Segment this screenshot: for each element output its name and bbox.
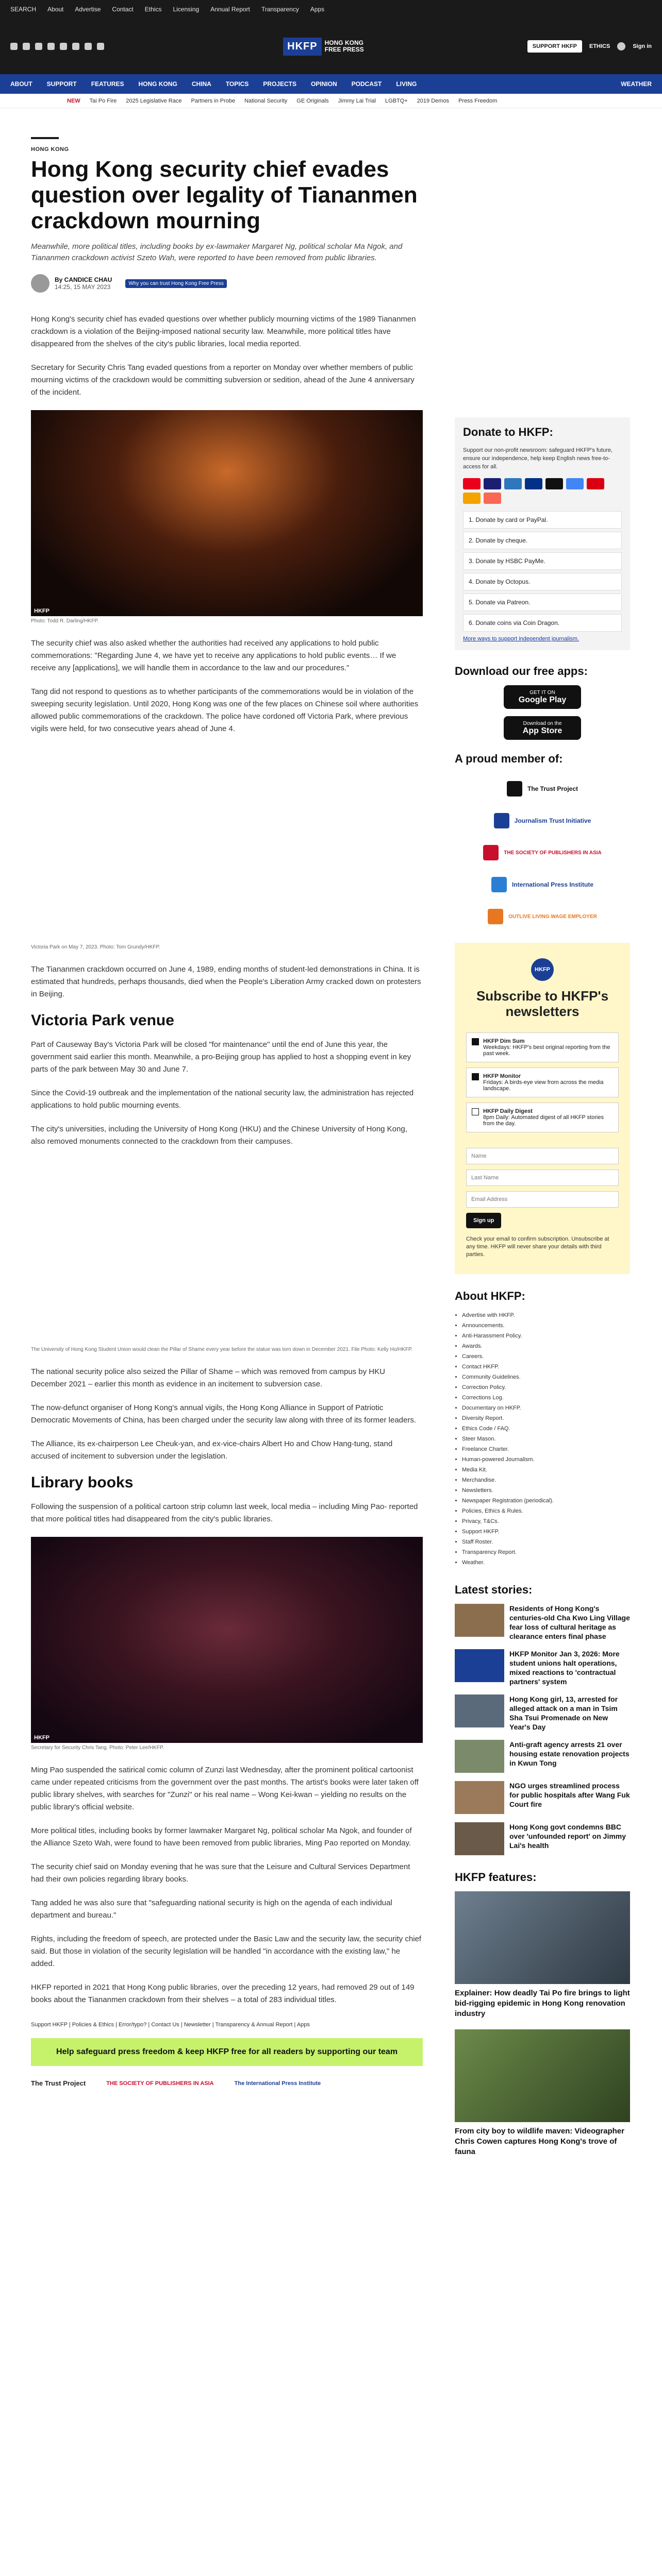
youtube-icon[interactable] [72,43,79,50]
top-link-advertise[interactable]: Advertise [75,6,101,13]
feature-story[interactable] [455,1891,630,2019]
byline [31,274,423,293]
about-item[interactable]: • Support HKFP. [462,1527,630,1537]
nl-desc: Fridays: A birds-eye view from across the media landscape. [483,1079,604,1092]
top-link-search[interactable]: SEARCH [10,6,37,13]
donate-intro[interactable]: Support our non-profit newsroom: safeguard HKFP's future, ensure our independence, help keep English news free-to-access for all. [463,447,613,470]
story-title[interactable]: Residents of Hong Kong's centuries-old Cha Kwo Ling Village fear loss of cultural heritage as clearance enters final phase [509,1604,630,1640]
more-ways-text[interactable]: More ways to support independent journalism. [463,636,580,642]
about-item[interactable]: • Steer Mason. [462,1434,630,1444]
threads-icon[interactable] [47,43,55,50]
subnav-item[interactable]: Tai Po Fire [89,97,117,104]
social-icons [10,43,104,50]
jti-icon [494,813,509,828]
about-item[interactable]: • Awards. [462,1341,630,1351]
subnav-item[interactable]: 2025 Legislative Race [126,97,182,104]
about-item[interactable]: • Diversity Report. [462,1413,630,1423]
top-links [10,6,652,13]
about-item[interactable]: • Policies, Ethics & Rules. [462,1506,630,1516]
feature-image [455,1891,630,1984]
byline-text [55,276,112,291]
nav-weather[interactable]: WEATHER [621,80,652,88]
new-badge: NEW [67,97,80,104]
nav-china[interactable]: CHINA [191,80,211,88]
vigil-photo [31,410,423,616]
app-store-big: App Store [522,726,562,735]
nav-projects[interactable]: PROJECTS [263,80,296,88]
paragraph: The security chief was also asked whether the authorities had received any applications to hold public commemorations: "Regarding June 4, we have yet to receive any applications to hold public events… If we receive any [applications], we will handle them in accordance to the law and our procedures." [31,639,396,672]
checkbox[interactable] [472,1073,479,1080]
about-item[interactable]: • Community Guidelines. [462,1372,630,1382]
paragraph: More political titles, including books by former lawmaker Margaret Ng, political scholar Ma Ngok, and founder of the Alliance Szeto Wah, were found to have been removed from public libraries, Ming Pao reported on Monday. [31,1826,412,1848]
app-store-badge[interactable] [504,716,581,740]
instagram-icon[interactable] [35,43,42,50]
nav-opinion[interactable]: OPINION [310,80,337,88]
mastercard-icon [463,478,481,489]
newsletter-box [455,943,630,1274]
nl-desc: Weekdays: HKFP's best original reporting from the past week. [483,1044,610,1057]
photo-credit: HKFP [34,608,49,614]
about-item[interactable]: • Ethics Code / FAQ. [462,1423,630,1434]
paragraph: Rights, including the freedom of speech, are protected under the Basic Law and the security law, the security chief said. But those in violation of the security legislation will be handled "in accordance with the existing law," he added. [31,1935,422,1968]
app-store-small: Download on the [523,720,562,726]
nl-desc: 8pm Daily: Automated digest of all HKFP stories from the day. [483,1114,604,1127]
google-play-badge[interactable] [504,685,581,709]
paragraph: The Tiananmen crackdown occurred on June 4, 1989, ending months of student-led demonstrations in China. It is estimated that hundreds, perhaps thousands, died when the People's Liberation Army cracked down on protesters in Beijing. [31,965,421,998]
member-ipi[interactable] [455,869,630,901]
nav-topics[interactable]: TOPICS [225,80,249,88]
about-item[interactable]: • Announcements. [462,1320,630,1331]
about-item[interactable]: • Anti-Harassment Policy. [462,1331,630,1341]
footer-links[interactable]: Support HKFP | Policies & Ethics | Error/typo? | Contact Us | Newsletter | Transparency & Annual Report | Apps [31,2022,310,2028]
member-living-wage[interactable] [455,901,630,933]
donate-box [455,417,630,650]
newsletter-option-daily-digest[interactable] [466,1103,619,1132]
nav-hong-kong[interactable]: HONG KONG [138,80,177,88]
about-item[interactable]: • Newspaper Registration (periodical). [462,1496,630,1506]
donate-option[interactable]: 3. Donate by HSBC PayMe. [463,552,622,570]
feature-story[interactable] [455,2029,630,2157]
author-avatar [31,274,49,293]
about-item[interactable]: • Advertise with HKFP. [462,1310,630,1320]
checkbox[interactable] [472,1038,479,1045]
sidebar [455,417,630,2167]
paragraph: Hong Kong's security chief has evaded questions over whether publicly mourning victims of the 1989 Tiananmen crackdown is a violation of the Beijing-imposed national security law. Meanwhile, more political titles have disappeared from the shelves of the city's public libraries, local media reported. [31,315,416,348]
paragraph: Since the Covid-19 outbreak and the implementation of the national security law, the administration has rejected applications to hold public mourning events. [31,1089,414,1110]
paypal-icon [525,478,542,489]
hkfp-badge-icon [531,958,554,981]
article-standfirst: Meanwhile, more political titles, including books by ex-lawmaker Margaret Ng, political scholar Ma Ngok, and Tiananmen crackdown activist Szeto Wah, were reported to have been removed from public libraries. [31,242,403,262]
about-item[interactable]: • Corrections Log. [462,1393,630,1403]
photo-caption: Secretary for Security Chris Tang. Photo: Peter Lee/HKFP. [31,1745,164,1751]
newsletter-option-dim-sum[interactable] [466,1032,619,1062]
paragraph: HKFP reported in 2021 that Hong Kong public libraries, over the preceding 12 years, had removed 29 out of 149 books about the Tiananmen crackdown from their shelves – a total of 283 individual titles. [31,1983,415,2004]
paragraph: Part of Causeway Bay's Victoria Park will be closed "for maintenance" until the end of June this year, the government said earlier this month. Meanwhile, a pro-Beijing group has applied to host a shopping event in key parts of the park between May 30 and June 7. [31,1040,411,1074]
story-thumbnail [455,1822,504,1855]
top-link-annual-report[interactable]: Annual Report [210,6,250,13]
latest-story[interactable] [455,1822,630,1855]
donate-option[interactable]: 2. Donate by cheque. [463,532,622,549]
donate-option[interactable]: 4. Donate by Octopus. [463,573,622,590]
member-label: OUTLIVE LIVING WAGE EMPLOYER [508,913,597,920]
payme-icon [587,478,604,489]
masthead [0,19,662,74]
donate-option[interactable]: 5. Donate via Patreon. [463,594,622,611]
google-play-big: Google Play [518,695,567,704]
about-item[interactable]: • Weather. [462,1557,630,1568]
paragraph: Ming Pao suspended the satirical comic column of Zunzi last Wednesday, after the prominent political cartoonist came under repeated criticisms from the government over the past months. The artist's books were later taken off public library shelves, with searches for "Zunzi" or his real name – Wong Kei-kwan – yielding no results on the public library's official website. [31,1766,419,1811]
top-link-ethics[interactable]: Ethics [144,6,162,13]
about-item[interactable]: • Media Kit. [462,1465,630,1475]
latest-story[interactable] [455,1781,630,1814]
about-item[interactable]: • Newsletters. [462,1485,630,1496]
member-trust-project[interactable] [455,773,630,805]
subnav-item[interactable]: Partners in Probe [191,97,236,104]
logo-abbr: HKFP [283,38,321,56]
logo-text [325,40,364,53]
paragraph: Following the suspension of a political cartoon strip column last week, local media – including Ming Pao- reported that more political titles had disappeared from the city's public libraries. [31,1502,418,1523]
latest-heading: Latest stories: [455,1583,533,1596]
linkedin-icon[interactable] [60,43,67,50]
nl-name: HKFP Dim Sum [483,1038,525,1044]
subnav-item[interactable]: GE Originals [296,97,329,104]
ethics-link[interactable]: ETHICS [589,43,610,49]
nav-about[interactable]: ABOUT [10,80,32,88]
top-bar [0,0,662,19]
newsletter-heading: Subscribe to HKFP's newsletters [476,988,609,1019]
about-item[interactable]: • Transparency Report. [462,1547,630,1557]
email-input[interactable]: Email Address [466,1191,619,1208]
victoria-park-photo [31,747,423,942]
latest-story[interactable] [455,1649,630,1686]
spj-logo[interactable]: THE SOCIETY OF PUBLISHERS IN ASIA [106,2080,214,2087]
donate-option[interactable]: 6. Donate coins via Coin Dragon. [463,614,622,632]
why-trust-button[interactable]: Why you can trust Hong Kong Free Press [125,279,227,288]
nl-name: HKFP Daily Digest [483,1108,533,1114]
about-heading: About HKFP: [455,1290,525,1302]
pillar-of-shame-photo [31,1159,423,1345]
masthead-actions [527,40,652,53]
donate-option[interactable]: 1. Donate by card or PayPal. [463,511,622,529]
story-thumbnail [455,1649,504,1682]
newsletter-option-monitor[interactable] [466,1067,619,1097]
member-sopa[interactable] [455,837,630,869]
trust-project-icon [507,781,522,796]
nl-name: HKFP Monitor [483,1073,521,1079]
top-link-transparency[interactable]: Transparency [261,6,299,13]
about-item[interactable]: • Merchandise. [462,1475,630,1485]
octopus-icon [463,493,481,504]
x-icon[interactable] [23,43,30,50]
newsletter-note: Check your email to confirm subscription. Unsubscribe at any time. HKFP will never share your details with third parties. [466,1236,609,1258]
amex-icon [504,478,522,489]
member-label: International Press Institute [511,881,594,888]
story-title[interactable]: HKFP Monitor Jan 3, 2026: More student unions halt operations, mixed reactions to 'contractual partners' system [509,1650,620,1686]
paragraph: The city's universities, including the University of Hong Kong (HKU) and the Chinese University of Hong Kong, also removed monuments connected to the crackdown from their campuses. [31,1125,407,1146]
paragraph: The national security police also seized the Pillar of Shame – which was removed from campus by HKU December 2021 – earlier this month as evidence in an incitement to subversion case. [31,1367,385,1388]
photo-caption: Photo: Todd R. Darling/HKFP. [31,618,99,624]
top-link-about[interactable]: About [47,6,64,13]
subnav-item[interactable]: LGBTQ+ [385,97,408,104]
about-item[interactable]: • Human-powered Journalism. [462,1454,630,1465]
logo-line-2: FREE PRESS [324,46,364,53]
feature-image [455,2029,630,2122]
logo-line-1: HONG KONG [324,39,363,46]
story-thumbnail [455,1781,504,1814]
bottom-logos [31,2079,423,2087]
top-link-licensing[interactable]: Licensing [173,6,200,13]
apps-heading: Download our free apps: [455,665,588,677]
patreon-icon [484,493,501,504]
sopa-icon [483,845,499,860]
about-item[interactable]: • Freelance Charter. [462,1444,630,1454]
ipi-logo[interactable]: The International Press Institute [234,2080,321,2087]
about-item[interactable]: • Privacy, T&Cs. [462,1516,630,1527]
user-icon[interactable] [617,42,625,50]
payment-icons [463,478,622,504]
top-link-contact[interactable]: Contact [112,6,134,13]
about-item[interactable]: • Staff Roster. [462,1537,630,1547]
paragraph: The now-defunct organiser of Hong Kong's annual vigils, the Hong Kong Alliance in Support of Patriotic Democratic Movements of China, has been charged under the security law along with three of its former leaders. [31,1403,417,1425]
subnav-item[interactable]: 2019 Demos [417,97,450,104]
facebook-icon[interactable] [10,43,18,50]
story-title[interactable]: Hong Kong girl, 13, arrested for alleged attack on a man in Tsim Sha Tsui Promenade on New Year's Day [509,1695,618,1731]
nav-podcast[interactable]: PODCAST [351,80,382,88]
donate-heading: Donate to HKFP: [463,426,553,438]
photo-caption: The University of Hong Kong Student Union would clean the Pillar of Shame every year before the statue was torn down in December 2021. File Photo: Kelly Ho/HKFP. [31,1347,413,1352]
nav-support[interactable]: SUPPORT [46,80,77,88]
email-icon[interactable] [85,43,92,50]
sign-in-link[interactable]: Sign in [633,43,652,49]
checkbox[interactable] [472,1108,479,1115]
author-name[interactable]: By CANDICE CHAU [55,276,112,283]
main-nav [0,74,662,94]
feature-title[interactable]: Explainer: How deadly Tai Po fire brings to light bid-rigging epidemic in Hong Kong renovation industry [455,1989,630,2018]
ipi-icon [491,877,507,892]
nav-living[interactable]: LIVING [396,80,417,88]
subnav-item[interactable]: National Security [244,97,288,104]
sign-up-button[interactable]: Sign up [466,1213,501,1228]
features-heading: HKFP features: [455,1871,537,1884]
about-item[interactable]: • Contact HKFP. [462,1362,630,1372]
visa-icon [484,478,501,489]
article-category[interactable]: HONG KONG [31,146,69,152]
paragraph: Tang did not respond to questions as to whether participants of the commemorations would be in violation of the sweeping security legislation. Until 2020, Hong Kong was one of the few places on Chinese soil where authorities allowed public commemorations of the crackdown. The police have cordoned off Victoria Park, where previous vigils were held, for two consecutive years ahead of June 4. [31,687,419,733]
apple-pay-icon [545,478,563,489]
trust-project-logo[interactable]: The Trust Project [31,2079,86,2087]
feature-title[interactable]: From city boy to wildlife maven: Videographer Chris Cowen captures Hong Kong's trove of fauna [455,2127,624,2156]
about-item[interactable]: • Documentary on HKFP. [462,1403,630,1413]
chris-tang-photo [31,1537,423,1743]
subnav-item[interactable]: Press Freedom [458,97,498,104]
google-play-small: GET IT ON [529,689,555,696]
section-heading: Library books [31,1474,134,1491]
photo-caption: Victoria Park on May 7, 2023. Photo: Tom Grundy/HKFP. [31,944,160,950]
latest-story[interactable] [455,1694,630,1732]
story-title[interactable]: NGO urges streamlined process for public hospitals after Wang Fuk Court fire [509,1782,630,1808]
member-label: THE SOCIETY OF PUBLISHERS IN ASIA [504,850,602,856]
site-logo[interactable] [283,38,363,56]
story-title[interactable]: Hong Kong govt condemns BBC over 'unfounded report' on Jimmy Lai's health [509,1823,626,1850]
story-title[interactable]: Anti-graft agency arrests 21 over housing estate renovation projects in Kwun Tong [509,1740,630,1767]
section-heading: Victoria Park venue [31,1012,174,1029]
photo-credit: HKFP [34,1735,49,1741]
paragraph: The Alliance, its ex-chairperson Lee Cheuk-yan, and ex-vice-chairs Albert Ho and Chow Hang-tung, stand accused of incitement to subversion under the legislation. [31,1439,393,1461]
paragraph: The security chief said on Monday evening that he was sure that the Leisure and Cultural Services Department had their own policies regarding library books. [31,1862,410,1884]
name-input[interactable]: Name [466,1148,619,1164]
google-pay-icon [566,478,584,489]
living-wage-icon [488,909,503,924]
member-label: Journalism Trust Initiative [514,817,591,824]
paragraph: Secretary for Security Chris Tang evaded questions from a reporter on Monday over whether members of public mourning victims of the crackdown would be committing subversion or sedition, ahead of the June 4 anniversary of the incident. [31,363,415,397]
latest-story[interactable] [455,1604,630,1641]
article [31,137,423,2087]
support-banner[interactable]: Help safeguard press freedom & keep HKFP free for all readers by supporting our team [31,2038,423,2066]
latest-story[interactable] [455,1740,630,1773]
story-thumbnail [455,1604,504,1637]
story-thumbnail [455,1694,504,1727]
badge-label: HKFP [535,967,550,973]
about-item[interactable]: • Correction Policy. [462,1382,630,1393]
subnav-item[interactable]: Jimmy Lai Trial [338,97,376,104]
about-list [455,1310,630,1568]
paragraph: Tang added he was also sure that "safeguarding national security is high on the agenda of each individual department and bureau." [31,1899,392,1920]
member-label: The Trust Project [527,785,578,792]
nav-features[interactable]: FEATURES [91,80,124,88]
about-item[interactable]: • Careers. [462,1351,630,1362]
support-hkfp-button[interactable]: SUPPORT HKFP [527,40,582,53]
sub-nav [0,94,662,108]
article-date: 14:25, 15 MAY 2023 [55,283,111,291]
top-link-apps[interactable]: Apps [310,6,325,13]
more-ways-link[interactable] [463,636,622,642]
title-rule [31,137,59,139]
rss-icon[interactable] [97,43,104,50]
article-title: Hong Kong security chief evades question over legality of Tiananmen crackdown mourning [31,157,418,233]
member-jti[interactable] [455,805,630,837]
member-heading: A proud member of: [455,752,563,765]
last-name-input[interactable]: Last Name [466,1170,619,1186]
story-thumbnail [455,1740,504,1773]
